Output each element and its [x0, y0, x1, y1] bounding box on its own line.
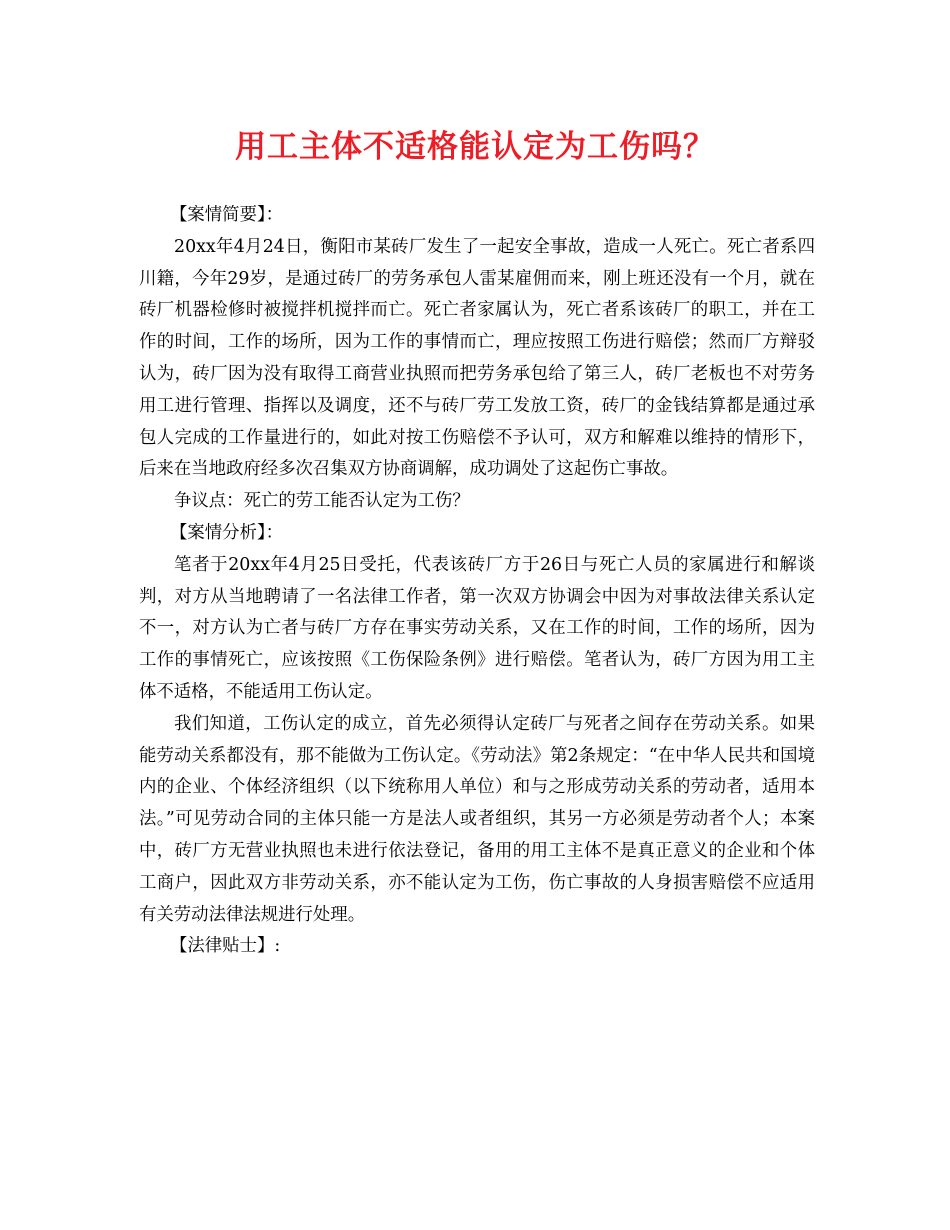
document-title: 用工主体不适格能认定为工伤吗？ [235, 129, 715, 165]
paragraph-case-summary: 20xx年4月24日，衡阳市某砖厂发生了一起安全事故，造成一人死亡。死亡者系四川籍，今年29岁，是通过砖厂的劳务承包人雷某雇佣而来，刚上班还没有一个月，就在砖厂机器检修时被搅拌机搅拌而亡。死亡者家属认为，死亡者系该砖厂的职工，并在工作的时间，工作的场所，因为工作的事情而亡，理应按照工伤进行赔偿；然而厂方辩驳认为，砖厂因为没有取得工商营业执照而把劳务承包给了第三人，砖厂老板也不对劳务用工进行管理、指挥以及调度，还不与砖厂劳工发放工资，砖厂的金钱结算都是通过承包人完成的工作量进行的，如此对按工伤赔偿不予认可，双方和解难以维持的情形下，后来在当地政府经多次召集双方协商调解，成功调处了这起伤亡事故。 [139, 236, 815, 480]
section-heading-case-analysis: 【案情分析】： [170, 522, 284, 543]
paragraph-analysis-labor-law: 我们知道，工伤认定的成立，首先必须得认定砖厂与死者之间存在劳动关系。如果能劳动关系都没有，那不能做为工伤认定。《劳动法》第2条规定：“在中华人民共和国境内的企业、个体经济组织（以下统称用人单位）和与之形成劳动关系的劳动者，适用本法。”可见劳动合同的主体只能一方是法人或者组织，其另一方必须是劳动者个人；本案中，砖厂方无营业执照也未进行依法登记，备用的用工主体不是真正意义的企业和个体工商户，因此双方非劳动关系，亦不能认定为工伤，伤亡事故的人身损害赔偿不应适用有关劳动法律法规进行处理。 [139, 713, 815, 925]
paragraph-analysis-negotiation: 笔者于20xx年4月25日受托，代表该砖厂方于26日与死亡人员的家属进行和解谈判，对方从当地聘请了一名法律工作者，第一次双方协调会中因为对事故法律关系认定不一，对方认为亡者与砖厂方存在事实劳动关系，又在工作的时间，工作的场所，因为工作的事情死亡，应该按照《工伤保险条例》进行赔偿。笔者认为，砖厂方因为用工主体不适格，不能适用工伤认定。 [139, 554, 815, 702]
section-heading-legal-tips: 【法律贴士】: [170, 936, 281, 957]
paragraph-dispute-point: 争议点：死亡的劳工能否认定为工伤？ [174, 491, 470, 512]
document-body [139, 200, 815, 963]
section-heading-case-summary: 【案情简要】： [170, 205, 284, 225]
